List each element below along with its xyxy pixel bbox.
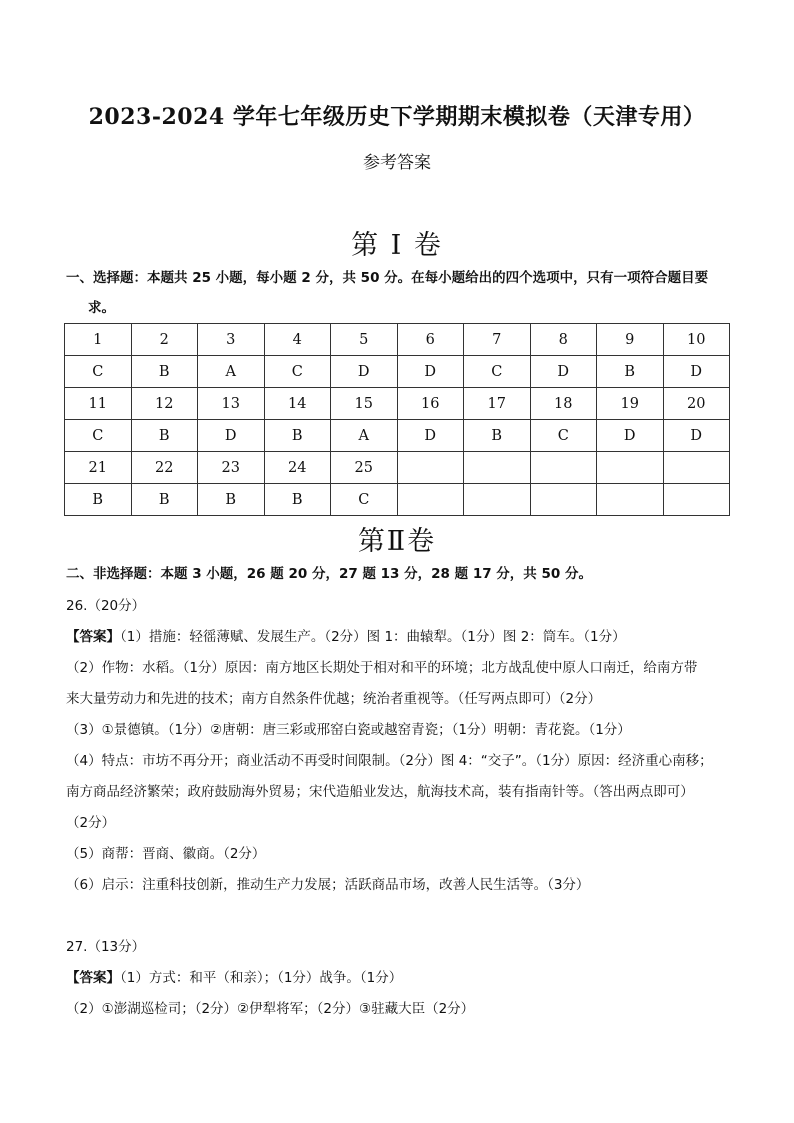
table-row — [65, 356, 730, 388]
q26-line-text: （2）作物：水稻。（1分）原因：南方地区长期处于相对和平的环境；北方战乱使中原人口南迁，给南方带 — [66, 660, 698, 676]
table-cell: B — [131, 484, 198, 516]
table-cell: 7 — [464, 324, 531, 356]
table-cell: 19 — [597, 388, 664, 420]
table-cell: 4 — [264, 324, 331, 356]
q26-line-text: （3）①景德镇。（1分）②唐朝：唐三彩或邢窑白瓷或越窑青瓷；（1分）明朝：青花瓷。（1分） — [66, 722, 631, 738]
table-cell — [397, 452, 464, 484]
section1-instruction-line1: 一、选择题：本题共 25 小题，每小题 2 分，共 50 分。在每小题给出的四个选项中，只有一项符合题目要 — [66, 270, 709, 286]
section2-instruction: 二、非选择题：本题 3 小题，26 题 20 分，27 题 13 分，28 题 17 分，共 50 分。 — [66, 566, 592, 582]
table-cell: 21 — [65, 452, 132, 484]
q27-line-text: （2）①澎湖巡检司；（2分）②伊犁将军；（2分）③驻藏大臣（2分） — [66, 1001, 475, 1017]
table-cell: D — [397, 420, 464, 452]
table-row — [65, 388, 730, 420]
table-cell: D — [397, 356, 464, 388]
table-row — [65, 420, 730, 452]
q27-line-text: （1）方式：和平（和亲）；（1分）战争。（1分） — [120, 970, 403, 986]
table-cell: D — [198, 420, 265, 452]
q27-answer-label: 【答案】 — [66, 970, 120, 986]
table-cell: D — [597, 420, 664, 452]
table-cell: 15 — [331, 388, 398, 420]
table-cell: B — [131, 356, 198, 388]
table-cell: 22 — [131, 452, 198, 484]
table-cell: B — [198, 484, 265, 516]
table-cell — [597, 484, 664, 516]
q26-line-text: 南方商品经济繁荣；政府鼓励海外贸易；宋代造船业发达，航海技术高，装有指南针等。（答出两点即可） — [66, 784, 694, 800]
table-cell: A — [331, 420, 398, 452]
section1-instruction-line2: 求。 — [88, 300, 115, 316]
table-cell: 8 — [530, 324, 597, 356]
table-cell: 12 — [131, 388, 198, 420]
table-cell: C — [65, 420, 132, 452]
table-cell: 18 — [530, 388, 597, 420]
section1-heading: 第 I 卷 — [351, 230, 443, 261]
q26-line-text: （5）商帮：晋商、徽商。（2分） — [66, 846, 266, 862]
q26-answer-label: 【答案】 — [66, 629, 120, 645]
page-subtitle: 参考答案 — [363, 153, 431, 173]
answer-table — [64, 323, 730, 516]
table-cell: C — [464, 356, 531, 388]
table-cell — [663, 452, 730, 484]
table-cell: B — [597, 356, 664, 388]
table-cell: 10 — [663, 324, 730, 356]
table-cell: D — [530, 356, 597, 388]
table-cell — [597, 452, 664, 484]
table-cell: 11 — [65, 388, 132, 420]
table-cell: 16 — [397, 388, 464, 420]
table-cell — [530, 484, 597, 516]
q26-answer-line-1 — [66, 627, 732, 647]
table-cell: 1 — [65, 324, 132, 356]
table-cell: C — [530, 420, 597, 452]
table-cell: B — [264, 484, 331, 516]
q26-line-text: 来大量劳动力和先进的技术；南方自然条件优越；统治者重视等。（任写两点即可）（2分） — [66, 691, 602, 707]
table-cell: 25 — [331, 452, 398, 484]
table-row — [65, 324, 730, 356]
table-cell — [397, 484, 464, 516]
q26-line-text: （1）措施：轻徭薄赋、发展生产。（2分）图 1：曲辕犁。（1分）图 2：筒车。（1分） — [120, 629, 626, 645]
page-title: 2023-2024 学年七年级历史下学期期末模拟卷（天津专用） — [88, 104, 706, 130]
q26-number: 26.（20分） — [66, 598, 146, 614]
table-cell — [530, 452, 597, 484]
q27-number: 27.（13分） — [66, 939, 146, 955]
q27-answer-line-1 — [66, 968, 732, 988]
table-cell: 24 — [264, 452, 331, 484]
table-cell — [464, 452, 531, 484]
table-cell: 9 — [597, 324, 664, 356]
q26-line-text: （4）特点：市坊不再分开；商业活动不再受时间限制。（2分）图 4：“交子”。（1分）原因：经济重心南移； — [66, 753, 713, 769]
table-cell: 6 — [397, 324, 464, 356]
table-cell — [464, 484, 531, 516]
table-cell: D — [663, 356, 730, 388]
table-cell: 3 — [198, 324, 265, 356]
table-cell: C — [65, 356, 132, 388]
table-cell: A — [198, 356, 265, 388]
table-cell: 13 — [198, 388, 265, 420]
table-cell: B — [131, 420, 198, 452]
table-cell: D — [663, 420, 730, 452]
table-cell: 17 — [464, 388, 531, 420]
table-row — [65, 452, 730, 484]
table-cell: 14 — [264, 388, 331, 420]
table-cell: 23 — [198, 452, 265, 484]
table-cell: D — [331, 356, 398, 388]
table-cell — [663, 484, 730, 516]
q26-line-text: （6）启示：注重科技创新，推动生产力发展；活跃商品市场，改善人民生活等。（3分） — [66, 877, 590, 893]
table-cell: B — [65, 484, 132, 516]
table-cell: B — [464, 420, 531, 452]
q26-line-text: （2分） — [66, 815, 116, 831]
table-cell: 2 — [131, 324, 198, 356]
table-cell: B — [264, 420, 331, 452]
table-cell: C — [264, 356, 331, 388]
table-cell: C — [331, 484, 398, 516]
section2-heading: 第Ⅱ卷 — [357, 526, 437, 557]
table-cell: 20 — [663, 388, 730, 420]
table-cell: 5 — [331, 324, 398, 356]
table-row — [65, 484, 730, 516]
section1-instruction — [66, 263, 732, 323]
